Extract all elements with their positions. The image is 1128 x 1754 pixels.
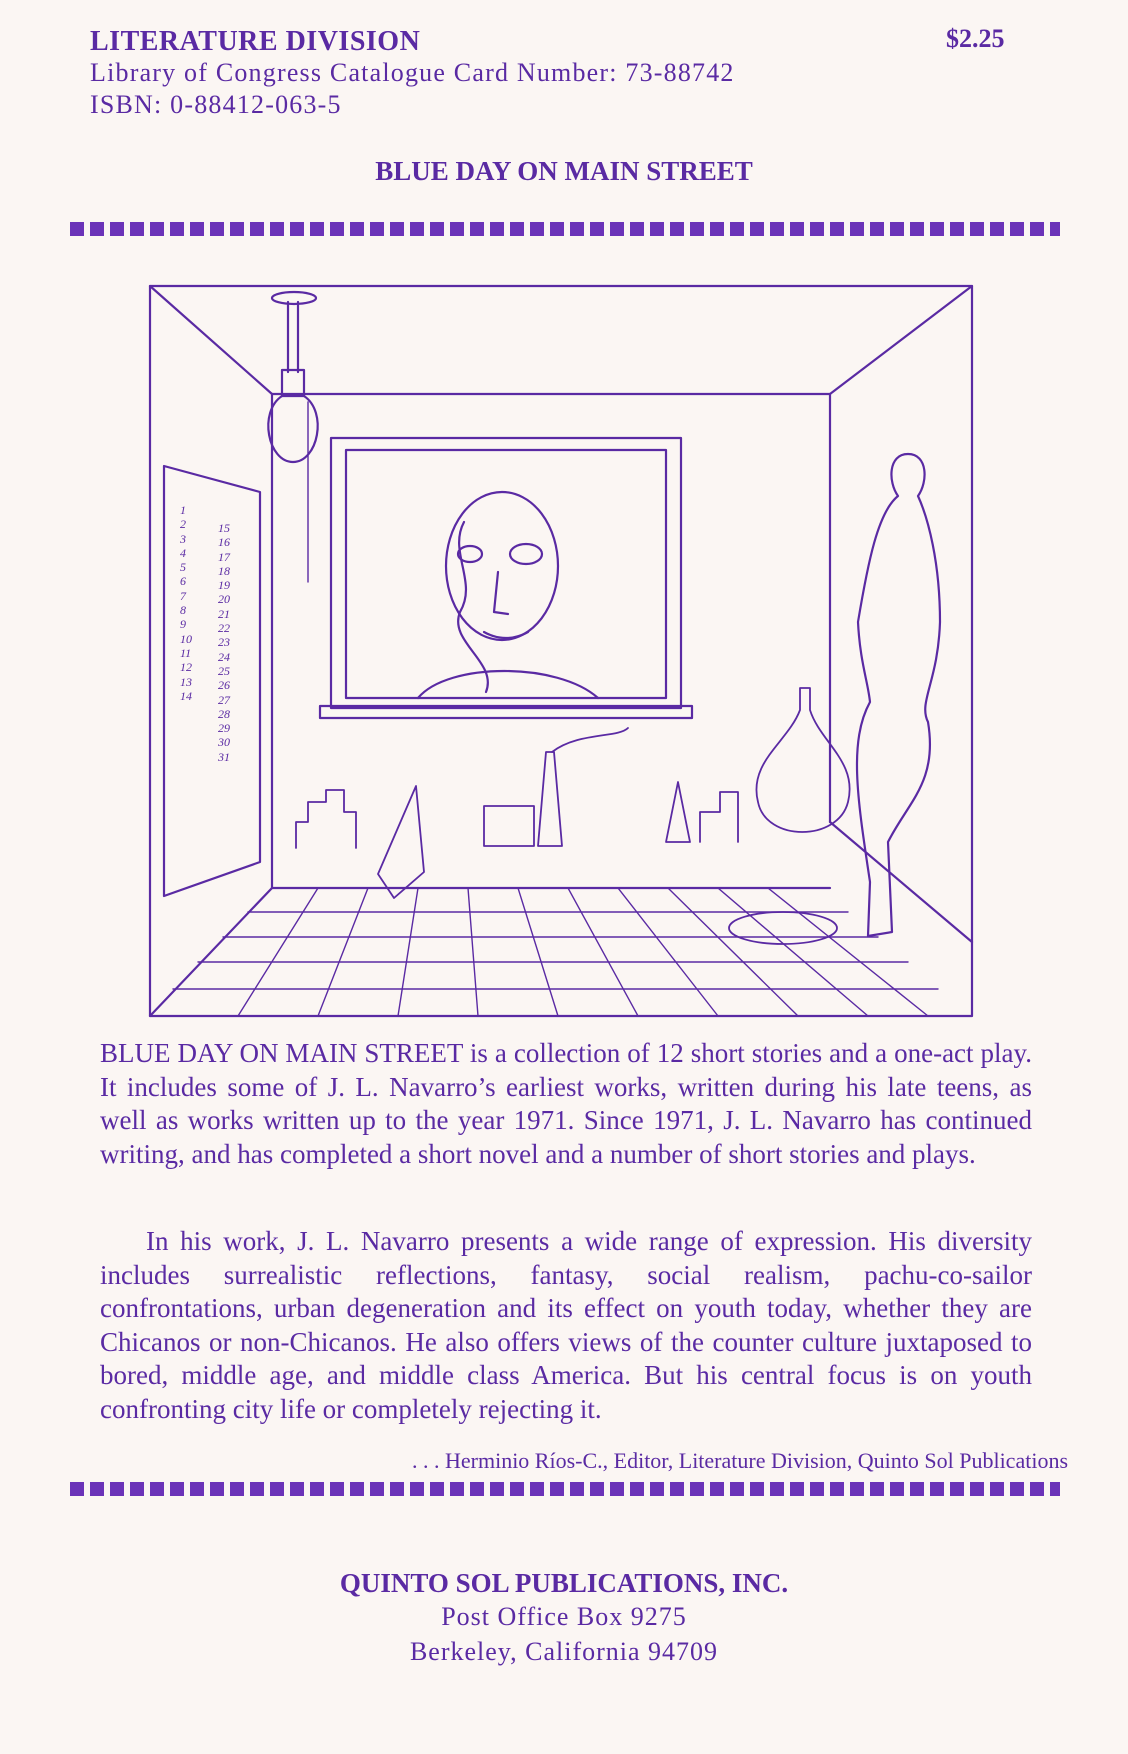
calendar-day: 9 bbox=[180, 617, 186, 632]
miniature-city bbox=[296, 688, 850, 944]
book-title: BLUE DAY ON MAIN STREET bbox=[375, 156, 753, 186]
calendar-day: 7 bbox=[180, 588, 186, 603]
calendar-day: 31 bbox=[218, 749, 230, 764]
calendar-day: 1 bbox=[180, 503, 186, 517]
illustration-frame bbox=[150, 286, 972, 1016]
calendar-day: 13 bbox=[180, 674, 192, 689]
calendar-day: 3 bbox=[180, 531, 186, 546]
calendar-day: 6 bbox=[180, 574, 186, 589]
light-bulb bbox=[268, 292, 317, 582]
catalogue-number: Library of Congress Catalogue Card Number: 73-88742 bbox=[90, 58, 735, 87]
attribution: . . . Herminio Ríos-C., Editor, Literature Division, Quinto Sol Publications bbox=[411, 1448, 1068, 1473]
description-paragraph-1: BLUE DAY ON MAIN STREET is a collection of 12 short stories and a one-act play. It includes some of J. L. Navarro’s earliest works, written during his late teens, as well as works written up to the year 1971. Since 1971, J. L. Navarro has continued writing, and has completed a short novel and a number of short stories and plays. bbox=[100, 1038, 1032, 1169]
calendar-day: 11 bbox=[180, 645, 192, 660]
calendar-day: 10 bbox=[180, 631, 192, 646]
publisher-address-2: Berkeley, California 94709 bbox=[409, 1637, 719, 1666]
calendar-column-2 bbox=[218, 521, 230, 764]
description-paragraph-2: In his work, J. L. Navarro presents a wide range of expression. His diversity includes surrealistic reflections, fantasy, social realism, pachu-co-sailor confrontations, urban degeneration and its effect on youth today, whether they are Chicanos or non-Chicanos. He also offers views of the counter culture juxtaposed to bored, middle age, and middle class America. But his central focus is on youth confronting city life or completely rejecting it. bbox=[100, 1226, 1032, 1424]
calendar-day: 29 bbox=[218, 721, 230, 736]
calendar-day: 14 bbox=[180, 688, 192, 703]
calendar-day: 20 bbox=[218, 592, 230, 607]
calendar-day: 30 bbox=[218, 735, 230, 750]
top-divider bbox=[70, 222, 1060, 236]
floor-grid bbox=[173, 888, 938, 1016]
calendar-column-1 bbox=[180, 503, 192, 703]
calendar-day: 18 bbox=[218, 563, 230, 578]
calendar-day: 25 bbox=[218, 663, 230, 678]
framed-portrait bbox=[320, 438, 692, 718]
calendar-day: 12 bbox=[180, 660, 192, 675]
calendar-day: 8 bbox=[180, 603, 186, 618]
price: $2.25 bbox=[946, 24, 1005, 53]
calendar-day: 23 bbox=[218, 635, 230, 650]
division-heading: LITERATURE DIVISION bbox=[90, 26, 421, 57]
calendar-day: 28 bbox=[218, 706, 230, 721]
shadow-figure bbox=[857, 454, 940, 936]
calendar-day: 19 bbox=[218, 578, 230, 593]
calendar-day: 5 bbox=[180, 560, 186, 575]
calendar-day: 22 bbox=[218, 621, 230, 636]
publisher-address-1: Post Office Box 9275 bbox=[441, 1602, 687, 1631]
calendar-day: 26 bbox=[218, 678, 230, 693]
calendar-day: 24 bbox=[218, 649, 230, 664]
calendar-day: 27 bbox=[218, 692, 230, 707]
calendar-day: 15 bbox=[218, 521, 230, 535]
cover-illustration bbox=[148, 282, 978, 1022]
calendar-day: 4 bbox=[180, 545, 186, 560]
calendar-day: 17 bbox=[218, 549, 230, 564]
calendar-day: 2 bbox=[180, 517, 186, 532]
calendar-day: 16 bbox=[218, 535, 230, 550]
wall-calendar bbox=[164, 466, 260, 896]
calendar-day: 21 bbox=[218, 606, 230, 621]
bottom-divider bbox=[70, 1482, 1060, 1496]
publisher-name: QUINTO SOL PUBLICATIONS, INC. bbox=[339, 1568, 789, 1598]
isbn: ISBN: 0-88412-063-5 bbox=[90, 90, 342, 119]
